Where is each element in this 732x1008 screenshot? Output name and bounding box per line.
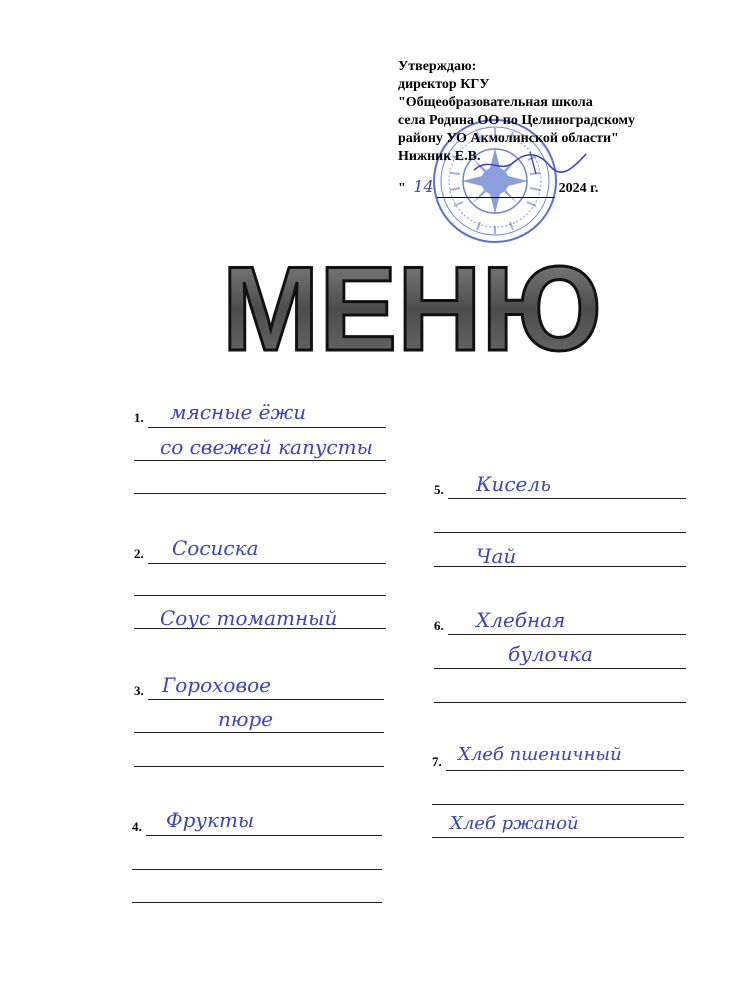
blank-line — [446, 770, 684, 771]
approval-director-name: Нижник Е.В. — [398, 149, 481, 164]
menu-item-number: 1. — [134, 410, 144, 425]
menu-item-entry: Хлеб пшеничный — [458, 744, 622, 765]
menu-item-entry: пюре — [218, 707, 274, 731]
blank-line — [448, 634, 686, 635]
menu-item-number: 2. — [134, 546, 144, 561]
menu-item-number: 7. — [432, 754, 442, 769]
menu-item-entry: Кисель — [476, 472, 552, 496]
menu-item-entry: Соус томатный — [160, 606, 338, 630]
menu-item-entry: Хлеб ржаной — [450, 813, 579, 834]
blank-line — [148, 699, 384, 700]
blank-line — [134, 493, 386, 494]
date-day: 14 — [413, 177, 434, 196]
approval-date — [398, 178, 635, 198]
blank-line — [434, 668, 686, 669]
approval-position: директор КГУ — [398, 77, 490, 92]
date-quote: " — [398, 181, 406, 196]
menu-title-text: МЕНЮ — [222, 258, 602, 356]
approval-school-village: села Родина ОО по Целиноградскому — [398, 113, 635, 128]
date-blank — [437, 197, 555, 198]
blank-line — [448, 498, 686, 499]
approval-school-region: району УО Акмолинской области" — [398, 131, 619, 146]
menu-item-number: 5. — [434, 482, 444, 497]
menu-item-number: 4. — [132, 819, 142, 834]
menu-item-entry: мясные ёжи — [170, 400, 307, 424]
menu-item-number: 3. — [134, 683, 144, 698]
menu-title — [220, 258, 604, 356]
blank-line — [134, 595, 386, 596]
blank-line — [132, 869, 382, 870]
blank-line — [134, 732, 384, 733]
approval-title: Утверждаю: — [398, 59, 477, 74]
blank-line — [434, 702, 686, 703]
blank-line — [148, 563, 386, 564]
menu-item-entry: булочка — [508, 642, 593, 666]
blank-line — [132, 902, 382, 903]
blank-line — [432, 804, 684, 805]
menu-item-entry: Фрукты — [166, 808, 255, 832]
blank-line — [146, 835, 382, 836]
blank-line — [434, 566, 686, 567]
blank-line — [134, 766, 384, 767]
menu-item-entry: со свежей капусты — [160, 435, 373, 459]
menu-item-number: 6. — [434, 618, 444, 633]
signature-icon — [470, 148, 590, 178]
menu-item-entry: Чай — [476, 544, 517, 568]
blank-line — [432, 837, 684, 838]
blank-line — [434, 532, 686, 533]
menu-item-entry: Хлебная — [476, 608, 566, 632]
date-year: 2024 г. — [558, 181, 599, 196]
blank-line — [134, 460, 386, 461]
approval-school-name: "Общеобразовательная школа — [398, 95, 593, 110]
menu-item-entry: Сосиска — [172, 536, 259, 560]
menu-item-entry: Гороховое — [162, 673, 271, 697]
blank-line — [134, 628, 386, 629]
blank-line — [148, 427, 386, 428]
